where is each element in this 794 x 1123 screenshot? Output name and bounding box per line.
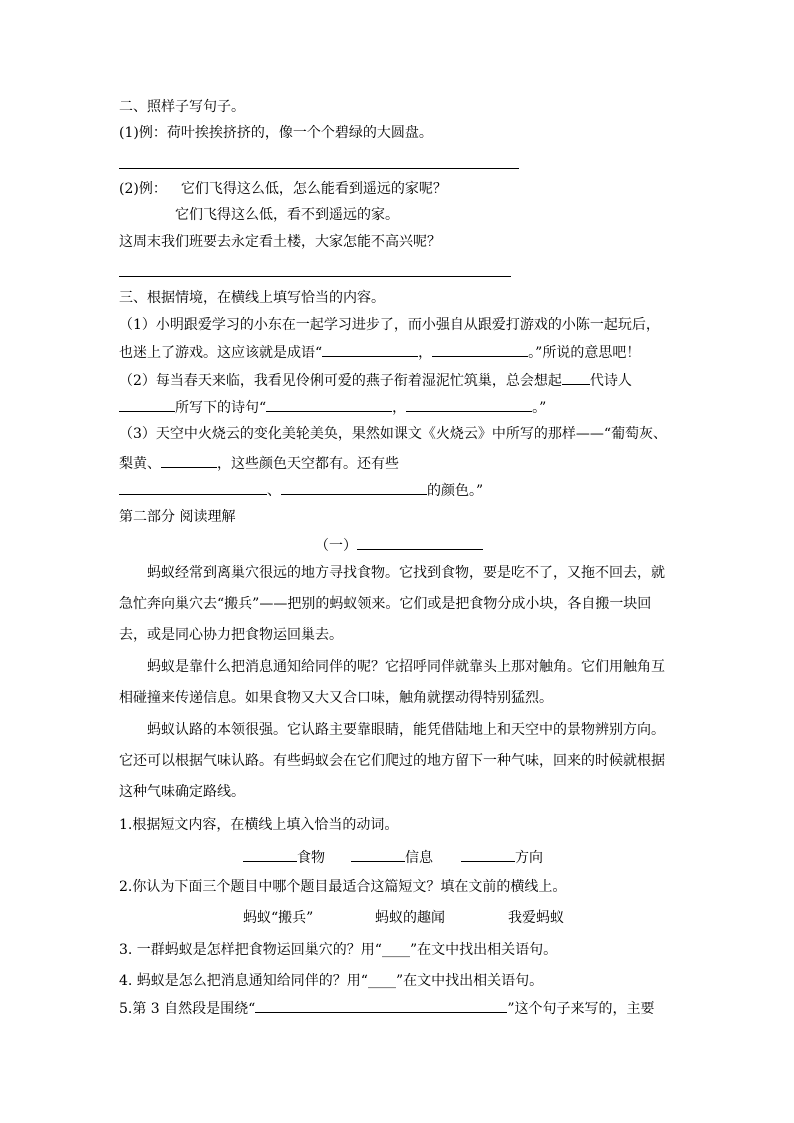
q1-text-before: 也迷上了游戏。这应该就是成语“ — [119, 345, 323, 361]
example2-original: 它们飞得这么低，怎么能看到遥远的家呢？ — [180, 181, 447, 197]
q5-text-before: 5.第 3 自然段是围绕“ — [119, 1001, 256, 1017]
topic-sentence-blank[interactable] — [255, 997, 507, 1013]
q3-separator: 、 — [267, 483, 281, 499]
passage-number: （一） — [315, 538, 357, 554]
passage-heading — [315, 534, 483, 556]
q3-text-mid: ，这些颜色天空都有。还有些 — [217, 456, 399, 472]
example2-label: (2)例： — [119, 181, 167, 197]
q2-text-poem: 所写下的诗句“ — [175, 400, 267, 416]
question-1-answers — [243, 846, 543, 868]
section2-example1: (1)例：荷叶挨挨挤挤的，像一个个碧绿的大圆盘。 — [119, 125, 433, 141]
q3-text-after: ”在文中找出相关语句。 — [409, 942, 558, 958]
question-5 — [119, 997, 655, 1019]
paragraph-1-line3: 去，或是同心协力把食物运回巢去。 — [119, 627, 343, 643]
section3-q2-line1 — [119, 369, 632, 391]
q2-comma: ， — [392, 400, 407, 416]
question-3 — [119, 940, 557, 960]
question-4 — [119, 971, 543, 991]
idiom-blank-1[interactable] — [322, 341, 418, 357]
dynasty-blank[interactable] — [562, 369, 590, 385]
paragraph-2-line1: 蚂蚁是靠什么把消息通知给同伴的呢？它招呼同伴就靠头上那对触角。它们用触角互 — [147, 659, 665, 675]
verb-blank-3[interactable] — [461, 846, 515, 862]
q1-text-after: 。”所说的意思吧！ — [528, 345, 641, 361]
paragraph-1-line2: 急忙奔向巢穴去“搬兵”——把别的蚂蚁领来。它们或是把食物分成小块，各自搬一块回 — [119, 596, 652, 612]
word-direction: 方向 — [515, 850, 543, 866]
q3-text-end: 的颜色。” — [427, 483, 484, 499]
poet-blank[interactable] — [119, 396, 175, 412]
q5-text-after: ”这个句子来写的，主要 — [507, 1001, 655, 1017]
answer-line-1[interactable] — [119, 168, 519, 169]
color-blank-1[interactable] — [161, 452, 217, 468]
question-1: 1.根据短文内容，在横线上填入恰当的动词。 — [119, 817, 399, 833]
poem-blank-1[interactable] — [266, 396, 392, 412]
question-2-option-1[interactable]: 蚂蚁“搬兵” — [243, 910, 314, 926]
question-2-option-3[interactable]: 我爱蚂蚁 — [508, 910, 564, 926]
section3-q3-line1: （3）天空中火烧云的变化美轮美奂，果然如课文《火烧云》中所写的那样——“葡萄灰、 — [119, 426, 668, 442]
section3-q2-line2 — [119, 396, 546, 418]
paragraph-3-line2: 它还可以根据气味认路。有些蚂蚁会在它们爬过的地方留下一种气味，回来的时候就根据 — [119, 753, 665, 769]
q2-text-after: 代诗人 — [589, 373, 632, 389]
q4-wavy-mark: ____ — [367, 973, 396, 989]
section3-q3-line2 — [119, 452, 399, 474]
section3-q1-line1: （1）小明跟爱学习的小东在一起学习进步了，而小强自从跟爱打游戏的小陈一起玩后， — [119, 317, 660, 333]
section2-title: 二、照样子写句子。 — [119, 99, 245, 115]
idiom-blank-2[interactable] — [432, 341, 528, 357]
section3-title: 三、根据情境，在横线上填写恰当的内容。 — [119, 290, 385, 306]
section2-example2 — [119, 179, 447, 199]
q2-text-end: 。” — [532, 400, 547, 416]
q4-text-after: ”在文中找出相关语句。 — [395, 973, 544, 989]
question-2-option-2[interactable]: 蚂蚁的趣闻 — [375, 910, 445, 926]
paragraph-3-line3: 这种气味确定路线。 — [119, 784, 245, 800]
section3-q1-line2 — [119, 341, 640, 363]
paragraph-1-line1: 蚂蚁经常到离巢穴很远的地方寻找食物。它找到食物，要是吃不了，又拖不回去，就 — [147, 565, 665, 581]
title-blank[interactable] — [357, 534, 483, 550]
word-food: 食物 — [297, 850, 325, 866]
paragraph-2-line2: 相碰撞来传递信息。如果食物又大又合口味，触角就摆动得特别猛烈。 — [119, 690, 553, 706]
color-blank-2[interactable] — [119, 479, 267, 495]
color-blank-3[interactable] — [281, 479, 427, 495]
verb-blank-1[interactable] — [243, 846, 297, 862]
answer-line-2[interactable] — [119, 276, 511, 277]
q2-text-before: （2）每当春天来临，我看见伶俐可爱的燕子衔着湿泥忙筑巢，总会想起 — [119, 373, 562, 389]
q1-comma: ， — [418, 345, 433, 361]
section3-q3-line3 — [119, 479, 483, 501]
q3-text-before: 3. 一群蚂蚁是怎样把食物运回巢穴的？用“ — [119, 942, 382, 958]
section2-task-sentence: 这周末我们班要去永定看土楼，大家怎能不高兴呢？ — [119, 234, 441, 250]
q3-underline-mark: ____ — [381, 942, 410, 958]
question-2: 2.你认为下面三个题目中哪个题目最适合这篇短文？填在文前的横线上。 — [119, 879, 567, 895]
paragraph-3-line1: 蚂蚁认路的本领很强。它认路主要靠眼睛，能凭借陆地上和天空中的景物辨别方向。 — [147, 722, 665, 738]
verb-blank-2[interactable] — [351, 846, 405, 862]
word-info: 信息 — [405, 850, 433, 866]
q4-text-before: 4. 蚂蚁是怎么把消息通知给同伴的？用“ — [119, 973, 368, 989]
part2-title: 第二部分 阅读理解 — [119, 509, 236, 525]
section2-example2-rewrite: 它们飞得这么低，看不到遥远的家。 — [175, 207, 399, 223]
q3-text-pear: 梨黄、 — [119, 456, 161, 472]
poem-blank-2[interactable] — [406, 396, 532, 412]
